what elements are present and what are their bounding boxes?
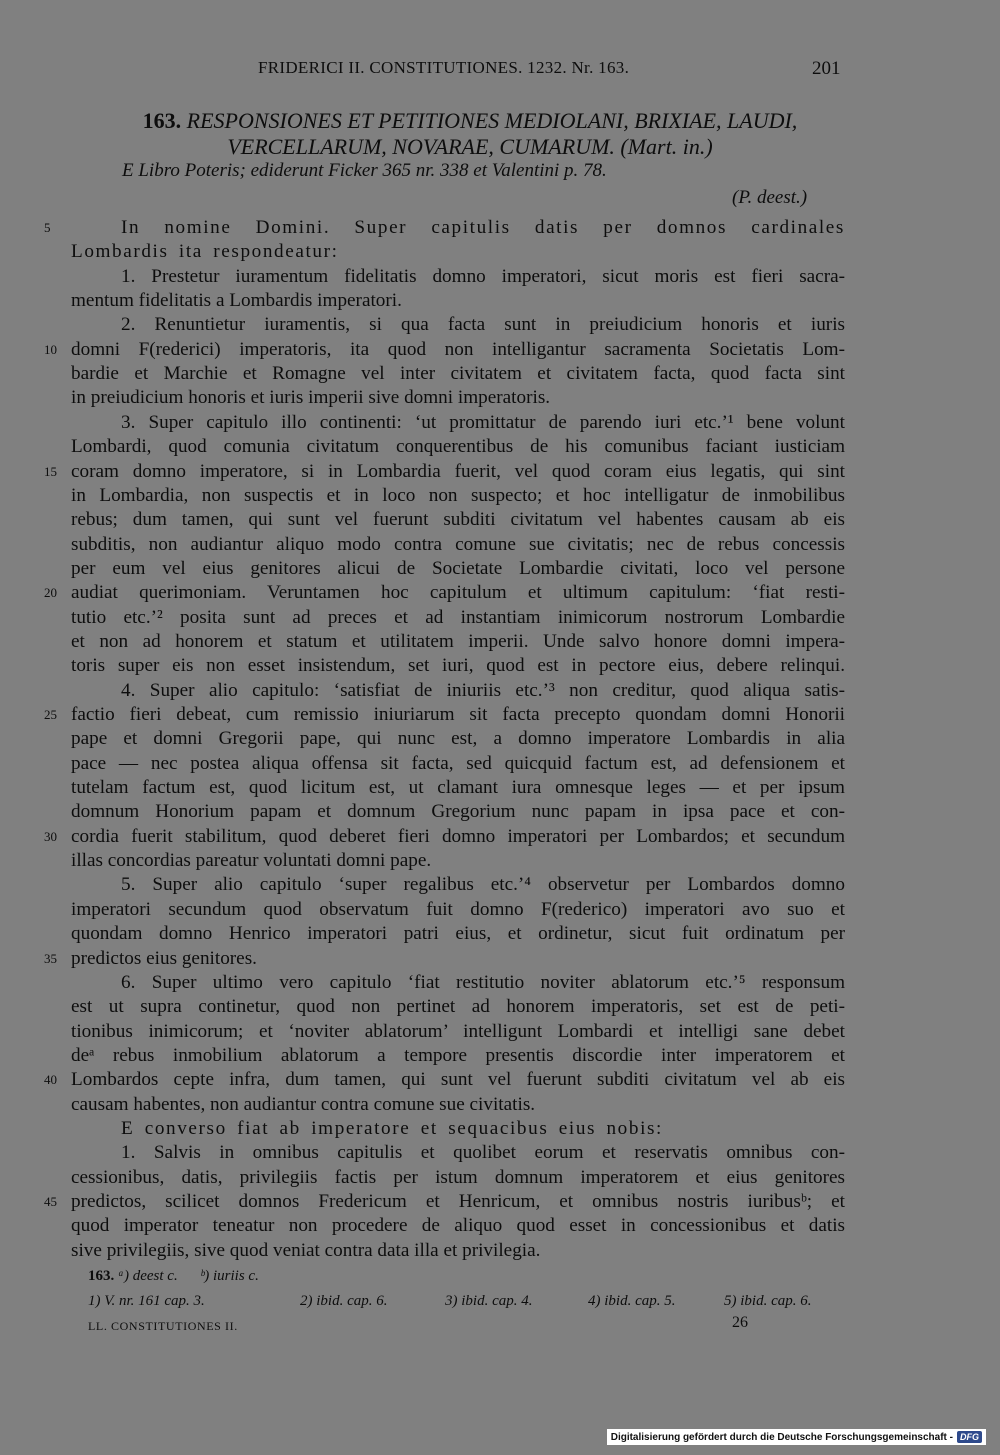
text-line: deᵃ rebus inmobilium ablatorum a tempore presentis discordie inter imperatorem et <box>71 1044 845 1066</box>
document-number: 163. <box>142 108 182 133</box>
digitization-text: Digitalisierung gefördert durch die Deutsche Forschungsgemeinschaft - <box>610 1431 953 1443</box>
text-line: quondam domno Henrico imperatori patri eius, et ordinetur, sicut fuit ordinatum per <box>71 923 845 945</box>
reference-note-5: 5) ibid. cap. 6. <box>724 1293 812 1309</box>
document-title-line2 <box>90 133 850 160</box>
text-line: Lombardi, quod comunia civitatum conquerentibus de his comunibus faciant iusticiam <box>71 436 845 458</box>
margin-line-number: 15 <box>44 463 57 479</box>
text-line: 6. Super ultimo vero capitulo ‘fiat restitutio noviter ablatorum etc.’⁵ responsum <box>121 971 845 993</box>
reference-note-2: 2) ibid. cap. 6. <box>300 1293 388 1309</box>
title-text-line2: VERCELLARUM, NOVARAE, CUMARUM. (Mart. in.) <box>227 134 713 159</box>
text-line: predictos, scilicet domnos Fredericum et Henricum, et omnibus nostris iuribusᵇ; et <box>71 1191 845 1212</box>
text-line: in Lombardia, non suspectis et in loco non suspecto; et hoc intelligatur de inmobilibus <box>71 484 845 506</box>
text-line: Lombardis ita respondeatur: <box>71 241 339 263</box>
critical-apparatus <box>88 1268 259 1285</box>
text-line: E converso fiat ab imperatore et sequacibus eius nobis: <box>121 1117 663 1139</box>
margin-line-number: 10 <box>44 341 57 357</box>
text-line: in preiudicium honoris et iuris imperii sive domni imperatoris. <box>71 387 551 409</box>
text-line: tutelam factum est, quod licitum est, ut clamant iura omnesque leges — et per ipsum <box>71 777 845 799</box>
text-line: 3. Super capitulo illo continenti: ‘ut promittatur de parendo iuri etc.’¹ bene volunt <box>121 411 845 433</box>
text-line: per eum vel eius genitores alicui de Societate Lombardie civitati, loco vel persone <box>71 557 845 579</box>
reference-note-1: 1) V. nr. 161 cap. 3. <box>88 1293 205 1309</box>
footer-volume: LL. CONSTITUTIONES II. <box>88 1319 238 1333</box>
title-text-line1: RESPONSIONES ET PETITIONES MEDIOLANI, BRIXIAE, LAUDI, <box>186 108 798 133</box>
text-line: et non ad honorem et statum et utilitatem imperii. Unde salvo honore domni impera- <box>71 630 845 652</box>
text-line: toris super eis non esset insistendum, set iuri, quod est in pectore eius, debere relinqui. <box>71 655 845 677</box>
text-line: sive privilegiis, sive quod veniat contra data illa et privilegia. <box>71 1239 541 1261</box>
text-line: quod imperator teneatur non procedere de aliquo quod esset in concessionibus et datis <box>71 1215 845 1237</box>
margin-line-number: 40 <box>44 1072 57 1088</box>
margin-line-number: 30 <box>44 828 57 844</box>
text-line: predictos eius genitores. <box>71 947 257 969</box>
text-line: subditis, non audiantur aliquo modo contra comune sue civitatis; nec de rebus concessis <box>71 533 845 555</box>
text-line: imperatori secundum quod observatum fuit domno F(rederico) imperatori avo suo et <box>71 898 845 920</box>
text-line: illas concordias pareatur voluntati domni pape. <box>71 850 432 872</box>
text-line: tutio etc.’² posita sunt ad preces et ad instantiam inimicorum nostrorum Lombardie <box>71 606 845 628</box>
text-line: factio fieri debeat, cum remissio iniuriarum sit facta precepto quondam domni Honorii <box>71 704 845 725</box>
text-line: 2. Renuntietur iuramentis, si qua facta sunt in preiudicium honoris et iuris <box>121 314 845 336</box>
source-line: E Libro Poteris; ediderunt Ficker 365 nr. 338 et Valentini p. 78. <box>122 160 607 181</box>
critical-apparatus-number: 163. <box>88 1268 115 1284</box>
text-line: causam habentes, non audiantur contra comune sue civitatis. <box>71 1093 536 1115</box>
running-title: FRIDERICI II. CONSTITUTIONES. 1232. Nr. 163. <box>258 58 630 77</box>
dfg-logo-icon: DFG <box>957 1431 982 1443</box>
text-line: bardie et Marchie et Romagne vel inter civitatem et civitatem facta, quod facta sint <box>71 363 845 385</box>
margin-line-number: 20 <box>44 585 57 601</box>
reference-note-3: 3) ibid. cap. 4. <box>445 1293 533 1309</box>
text-line: cordia fuerit stabilitum, quod deberet fieri domno imperatori per Lombardos; et secundum <box>71 825 845 847</box>
page-number: 201 <box>812 58 841 79</box>
text-line: domni F(rederici) imperatoris, ita quod non intelligantur sacramenta Societatis Lom- <box>71 338 845 360</box>
text-line: coram domno imperatore, si in Lombardia fuerit, vel quod coram eius legatis, qui sint <box>71 460 845 482</box>
text-line: In nomine Domini. Super capitulis datis per domnos cardinales <box>121 217 845 238</box>
margin-line-number: 35 <box>44 950 57 966</box>
text-line: pace — nec postea aliqua offensa sit facta, sed quicquid factum est, ad defensionem et <box>71 752 845 774</box>
text-line: est ut supra continetur, quod non pertinet ad honorem imperatoris, set est de peti- <box>71 996 845 1018</box>
text-line: audiat querimoniam. Veruntamen hoc capitulum et ultimum capitulum: ‘fiat resti- <box>71 582 845 604</box>
document-title-line1 <box>90 107 850 134</box>
text-line: pape et domni Gregorii pape, qui nunc est, a domno imperatore Lombardis in alia <box>71 728 845 750</box>
note-pdeest: (P. deest.) <box>732 187 808 208</box>
text-line: domnum Honorium papam et domnum Gregorium nunc papam in ipsa pace et con- <box>71 801 845 823</box>
text-line: 1. Prestetur iuramentum fidelitatis domno imperatori, sicut moris est fieri sacra- <box>121 265 845 287</box>
text-line: mentum fidelitatis a Lombardis imperatori. <box>71 290 402 312</box>
text-line: 4. Super alio capitulo: ‘satisfiat de iniuriis etc.’³ non creditur, quod aliqua satis- <box>121 679 845 701</box>
text-line: Lombardos cepte infra, dum tamen, qui sunt vel fuerunt subditi civitatum vel ab eis <box>71 1069 845 1091</box>
digitization-credit <box>607 1429 986 1445</box>
text-line: cessionibus, datis, privilegiis factis per istum domnum imperatorem et eius genitores <box>71 1166 845 1188</box>
footer-signature: 26 <box>732 1314 748 1331</box>
margin-line-number: 45 <box>44 1194 57 1209</box>
text-line: tionibus inimicorum; et ‘noviter ablatorum’ intelligunt Lombardi et intelligi sane debet <box>71 1020 845 1042</box>
critical-note-a: ᵃ) deest c. <box>118 1268 178 1284</box>
margin-line-number: 5 <box>44 220 51 235</box>
reference-note-4: 4) ibid. cap. 5. <box>588 1293 676 1309</box>
text-line: 5. Super alio capitulo ‘super regalibus etc.’⁴ observetur per Lombardos domno <box>121 874 845 896</box>
margin-line-number: 25 <box>44 707 57 722</box>
text-line: rebus; dum tamen, qui sunt vel fuerunt subditi civitatum vel habentes causam ab eis <box>71 509 845 531</box>
critical-note-b: ᵇ) iuriis c. <box>200 1268 259 1284</box>
text-line: 1. Salvis in omnibus capitulis et quolibet eorum et reservatis omnibus con- <box>121 1142 845 1164</box>
